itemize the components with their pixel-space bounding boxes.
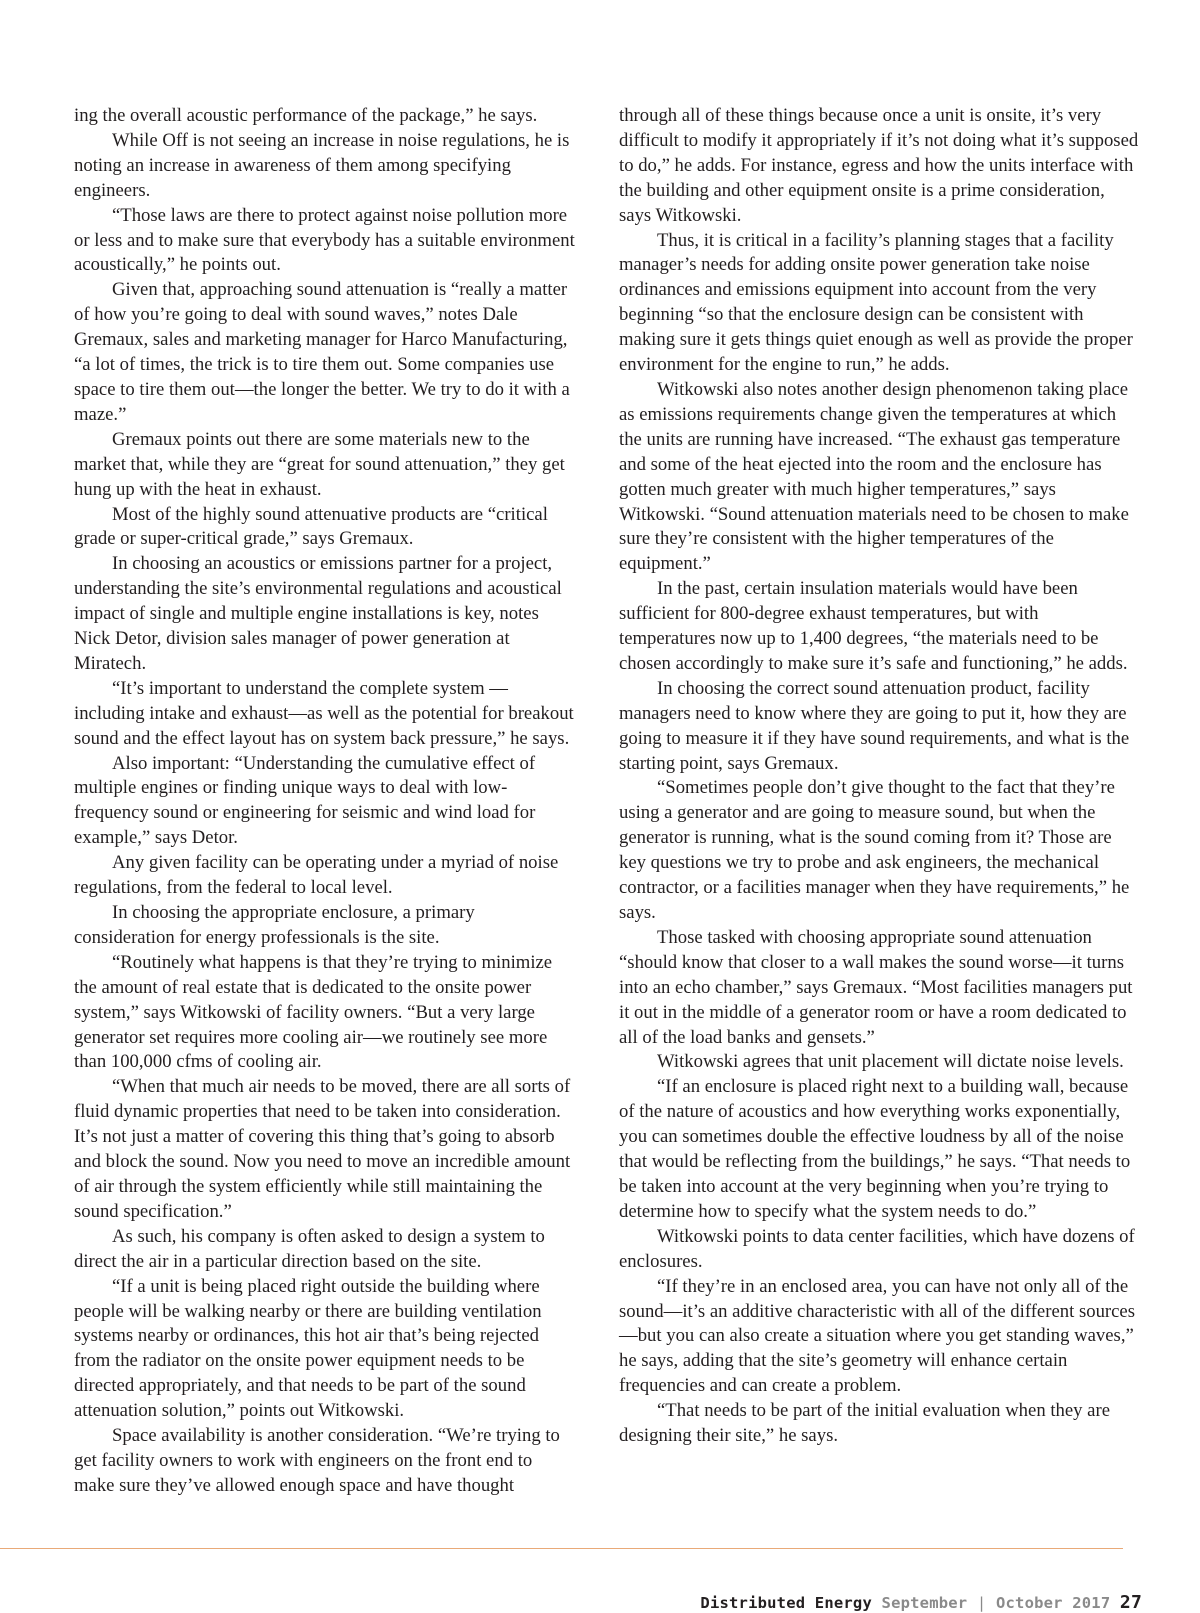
article-paragraph: While Off is not seeing an increase in noise regulations, he is noting an increase in awareness of them among specifying engineers. [74,129,570,201]
article-paragraph: Any given facility can be operating under a myriad of noise regulations, from the federal to local level. [74,852,559,899]
article-paragraph: Witkowski agrees that unit placement will dictate noise levels. [657,1051,1124,1073]
article-paragraph: “If an enclosure is placed right next to a building wall, because of the nature of acoustics and how everything works exponentially, you can sometimes double the effective loudness by all of the noise that would be reflecting from the buildings,” he says. “That needs to be taken into account at the very beginning when you’re trying to determine how to specify what the system needs to do.” [619,1076,1131,1222]
issue-month-1: September [881,1594,968,1612]
article-paragraph: In the past, certain insulation materials would have been sufficient for 800-degree exhaust temperatures, but with temperatures now up to 1,400 degrees, “the materials need to be chosen accordingly to make sure it’s safe and functioning,” he adds. [619,578,1128,674]
article-paragraph: Thus, it is critical in a facility’s planning stages that a facility manager’s needs for adding onsite power generation take noise ordinances and emissions equipment into account from the very beginning “so that the enclosure design can be consistent with making sure it gets things quiet enough as well as provide the proper environment for the engine to run,” he adds. [619,229,1133,376]
article-paragraph: In choosing the appropriate enclosure, a primary consideration for energy professionals is the site. [74,902,475,948]
article-paragraph: through all of these things because once a unit is onsite, it’s very difficult to modify it appropriately if it’s not doing what it’s supposed to do,” he adds. For instance, egress and how the units interface with the building and other equipment onsite is a prime consideration, says Witkowski. [619,105,1139,226]
article-paragraph: Witkowski also notes another design phenomenon taking place as emissions requirements change given the temperatures at which the units are running have increased. “The exhaust gas temperature and some of the heat ejected into the room and the enclosure has gotten much greater with much higher temperatures,” says Witkowski. “Sound attenuation materials need to be chosen to make sure they’re consistent with the higher temperatures of the equipment.” [619,378,1129,575]
article-paragraph: Space availability is another consideration. “We’re trying to get facility owners to work with engineers on the front end to make sure they’ve allowed enough space and have thought [74,1425,560,1496]
footer-divider [0,1548,1123,1549]
article-paragraph: As such, his company is often asked to design a system to direct the air in a particular direction based on the site. [74,1225,545,1272]
article-paragraph: Also important: “Understanding the cumulative effect of multiple engines or finding unique ways to deal with low-frequency sound or engineering for seismic and wind load for example,” says Detor. [74,752,536,849]
issue-month-2: October 2017 [995,1594,1111,1612]
article-paragraph: ing the overall acoustic performance of the package,” he says. [74,105,538,126]
article-paragraph: Those tasked with choosing appropriate sound attenuation “should know that closer to a wall makes the sound worse—it turns into an echo chamber,” says Gremaux. “Most facilities managers put it out in the middle of a generator room or have a room dedicated to all of the load banks and gensets.” [619,926,1133,1048]
article-paragraph: “If they’re in an enclosed area, you can have not only all of the sound—it’s an additive characteristic with all of the different sources—but you can also create a situation where you get standing waves,” he says, adding that the site’s geometry will enhance certain frequencies and can create a problem. [619,1275,1135,1397]
article-paragraph: Witkowski points to data center facilities, which have dozens of enclosures. [619,1225,1135,1272]
article-paragraph: “That needs to be part of the initial evaluation when they are designing their site,” he says. [619,1400,1110,1447]
article-paragraph: Given that, approaching sound attenuation is “really a matter of how you’re going to deal with sound waves,” notes Dale Gremaux, sales and marketing manager for Harco Manufacturing, “a lot of times, the trick is to tire them out. Some companies use space to tire them out—the longer the better. We try to do it with a maze.” [74,279,570,425]
article-paragraph: “If a unit is being placed right outside the building where people will be walking nearby or there are building ventilation systems nearby or ordinances, this hot air that’s being rejected from the radiator on the onsite power equipment needs to be directed appropriately, and that needs to be part of the sound attenuation solution,” points out Witkowski. [74,1275,542,1422]
article-paragraph: Gremaux points out there are some materials new to the market that, while they are “great for sound attenuation,” they get hung up with the heat in exhaust. [74,428,565,500]
article-paragraph: “Sometimes people don’t give thought to the fact that they’re using a generator and are going to measure sound, but when the generator is running, what is the sound coming from it? Those are key questions we try to probe and ask engineers, the mechanical contractor, or a facilities manager when they have requirements,” he says. [619,777,1130,923]
article-paragraph: “Those laws are there to protect against noise pollution more or less and to make sure that everybody has a suitable environment acoustically,” he points out. [74,204,575,276]
article-column-right [619,104,1139,1449]
article-paragraph: In choosing an acoustics or emissions partner for a project, understanding the site’s environmental regulations and acoustical impact of single and multiple engine installations is key, notes Nick Detor, division sales manager of power generation at Miratech. [74,553,562,674]
publication-name: Distributed Energy [700,1594,872,1612]
article-paragraph: “Routinely what happens is that they’re trying to minimize the amount of real estate that is dedicated to the onsite power system,” says Witkowski of facility owners. “But a very large generator set requires more cooling air—we routinely see more than 100,000 cfms of cooling air. [74,951,553,1073]
article-paragraph: “It’s important to understand the complete system —including intake and exhaust—as well as the potential for breakout sound and the effect layout has on system back pressure,” he says. [74,677,574,749]
article-paragraph: “When that much air needs to be moved, there are all sorts of fluid dynamic properties that need to be taken into consideration. It’s not just a matter of covering this thing that’s going to absorb and block the sound. Now you need to move an incredible amount of air through the system efficiently while still maintaining the sound specification.” [74,1076,571,1222]
page-number: 27 [1119,1592,1142,1613]
article-column-left [74,104,576,1499]
issue-separator: | [976,1594,987,1612]
page-footer [700,1592,1142,1613]
article-paragraph: In choosing the correct sound attenuation product, facility managers need to know where they are going to put it, how they are going to measure it if they have sound requirements, and what is the starting point, says Gremaux. [619,677,1130,774]
article-paragraph: Most of the highly sound attenuative products are “critical grade or super-critical grade,” says Gremaux. [74,503,548,550]
